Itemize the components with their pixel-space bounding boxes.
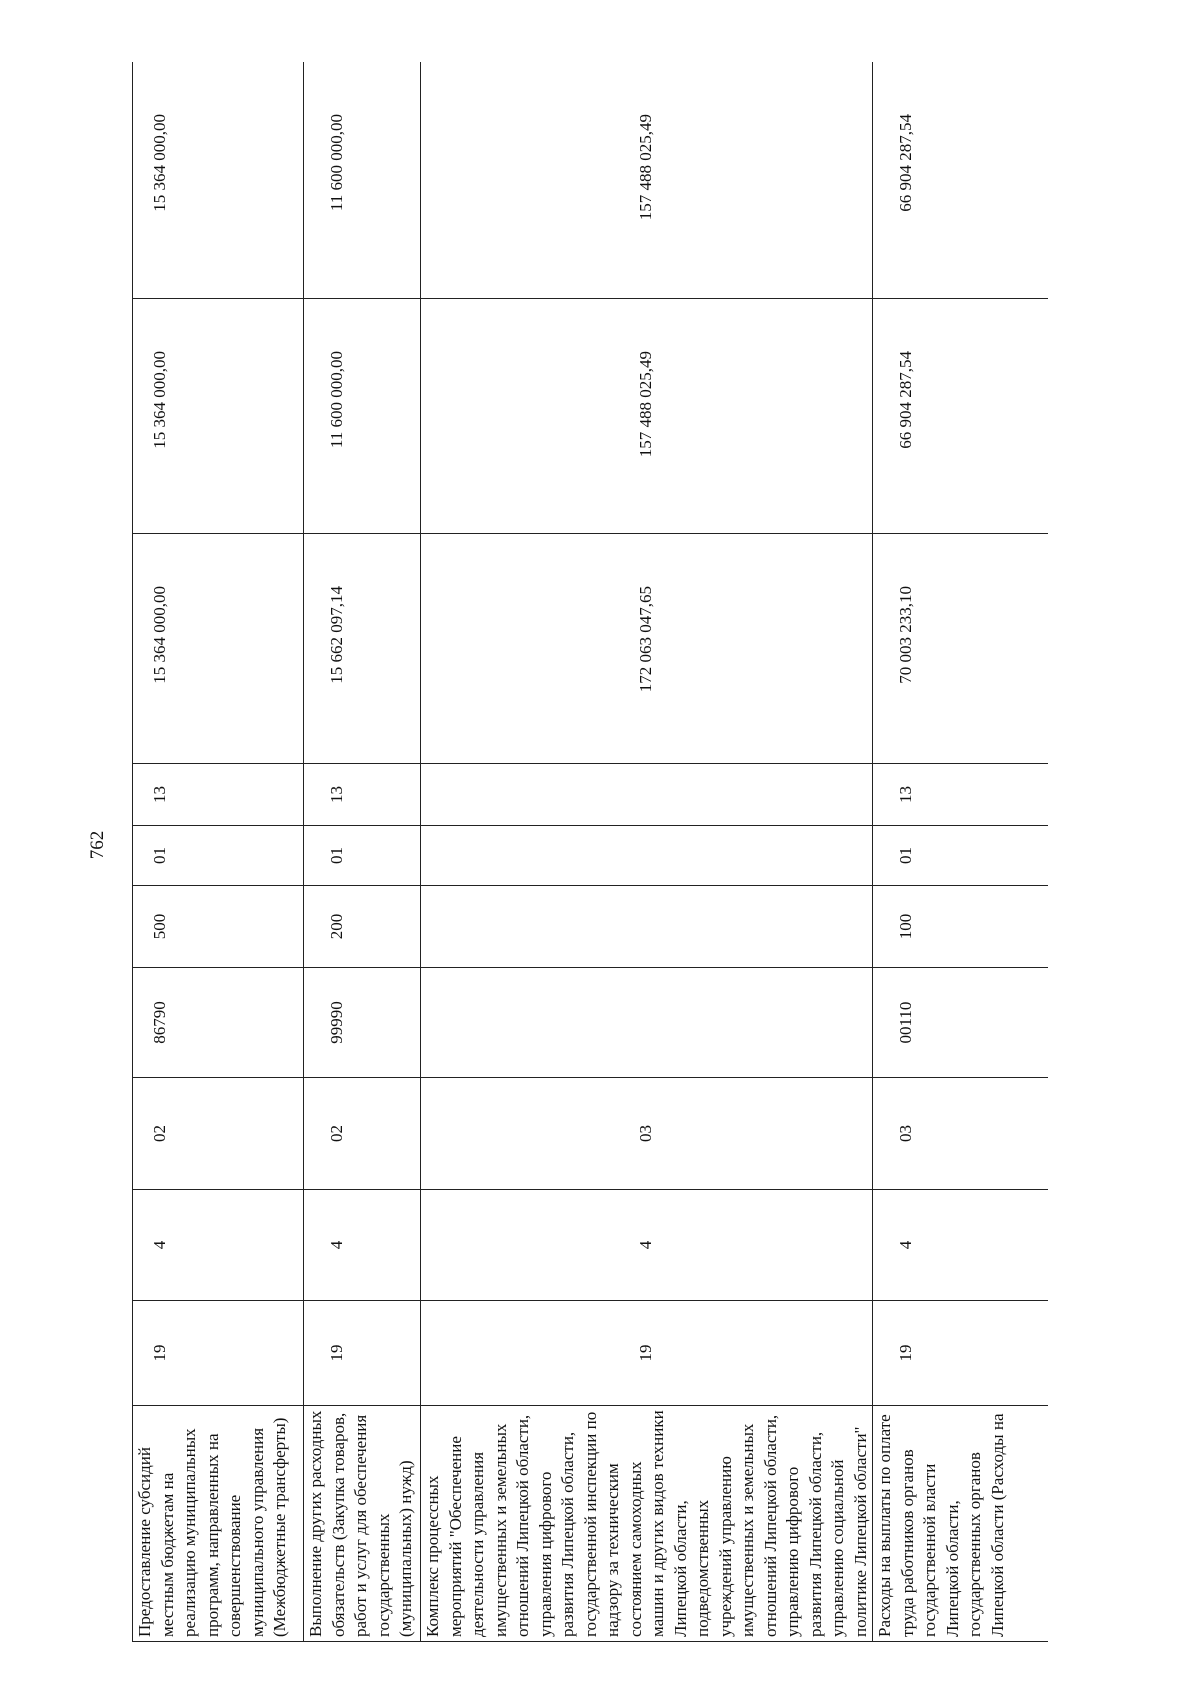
table-row (421, 62, 873, 1642)
cell-code-3: 03 (421, 1078, 873, 1190)
cell-amount-3: 157 488 025,49 (421, 62, 873, 299)
row-description: Комплекс процессных мероприятий "Обеспечение деятельности управления имущественных и земельных отношений Липецкой области, управления цифрового развития Липецкой области, государственной инспекции по надзору за техническим состоянием самоходных машин и других видов техники Липецкой области, подведомственных учреждений управлению имущественных и земельных отношений Липецкой области, управлению цифрового развития Липецкой области, управлению социальной политике Липецкой области" (421, 1406, 873, 1642)
cell-code-6 (421, 826, 873, 886)
cell-code-6: 01 (133, 826, 304, 886)
cell-code-6: 01 (304, 826, 421, 886)
page-number: 762 (87, 830, 108, 860)
cell-code-2: 4 (133, 1190, 304, 1301)
cell-amount-1: 70 003 233,10 (873, 534, 1049, 764)
cell-code-4 (421, 968, 873, 1078)
cell-code-1: 19 (304, 1301, 421, 1406)
cell-code-2: 4 (421, 1190, 873, 1301)
cell-code-5 (421, 886, 873, 968)
row-description: Расходы на выплаты по оплате труда работников органов государственной власти Липецкой области, государственных органов Липецкой области (Расходы на (873, 1406, 1049, 1642)
cell-amount-3: 15 364 000,00 (133, 62, 304, 299)
cell-amount-2: 66 904 287,54 (873, 299, 1049, 534)
cell-code-7: 13 (873, 764, 1049, 826)
cell-code-3: 02 (304, 1078, 421, 1190)
cell-code-1: 19 (133, 1301, 304, 1406)
cell-amount-1: 15 662 097,14 (304, 534, 421, 764)
cell-code-7: 13 (133, 764, 304, 826)
budget-table-sheet (132, 62, 1048, 1642)
cell-amount-3: 66 904 287,54 (873, 62, 1049, 299)
cell-code-4: 86790 (133, 968, 304, 1078)
cell-code-1: 19 (873, 1301, 1049, 1406)
cell-amount-2: 157 488 025,49 (421, 299, 873, 534)
table-row (133, 62, 304, 1642)
cell-code-6: 01 (873, 826, 1049, 886)
table-row (873, 62, 1049, 1642)
cell-code-4: 00110 (873, 968, 1049, 1078)
cell-amount-2: 11 600 000,00 (304, 299, 421, 534)
cell-amount-2: 15 364 000,00 (133, 299, 304, 534)
cell-code-1: 19 (421, 1301, 873, 1406)
cell-amount-1: 172 063 047,65 (421, 534, 873, 764)
cell-code-7: 13 (304, 764, 421, 826)
cell-code-5: 500 (133, 886, 304, 968)
cell-code-7 (421, 764, 873, 826)
row-description: Выполнение других расходных обязательств (Закупка товаров, работ и услуг для обеспечения государственных (муниципальных) нужд) (304, 1406, 421, 1642)
cell-code-2: 4 (304, 1190, 421, 1301)
budget-table (132, 62, 1048, 1642)
cell-code-5: 100 (873, 886, 1049, 968)
table-row (304, 62, 421, 1642)
rotated-table-frame (132, 62, 1048, 1642)
cell-amount-3: 11 600 000,00 (304, 62, 421, 299)
cell-code-2: 4 (873, 1190, 1049, 1301)
row-description: Предоставление субсидий местным бюджетам на реализацию муниципальных программ, направленных на совершенствование муниципального управления (Межбюджетные трансферты) (133, 1406, 304, 1642)
cell-code-5: 200 (304, 886, 421, 968)
cell-amount-1: 15 364 000,00 (133, 534, 304, 764)
cell-code-4: 99990 (304, 968, 421, 1078)
cell-code-3: 03 (873, 1078, 1049, 1190)
cell-code-3: 02 (133, 1078, 304, 1190)
